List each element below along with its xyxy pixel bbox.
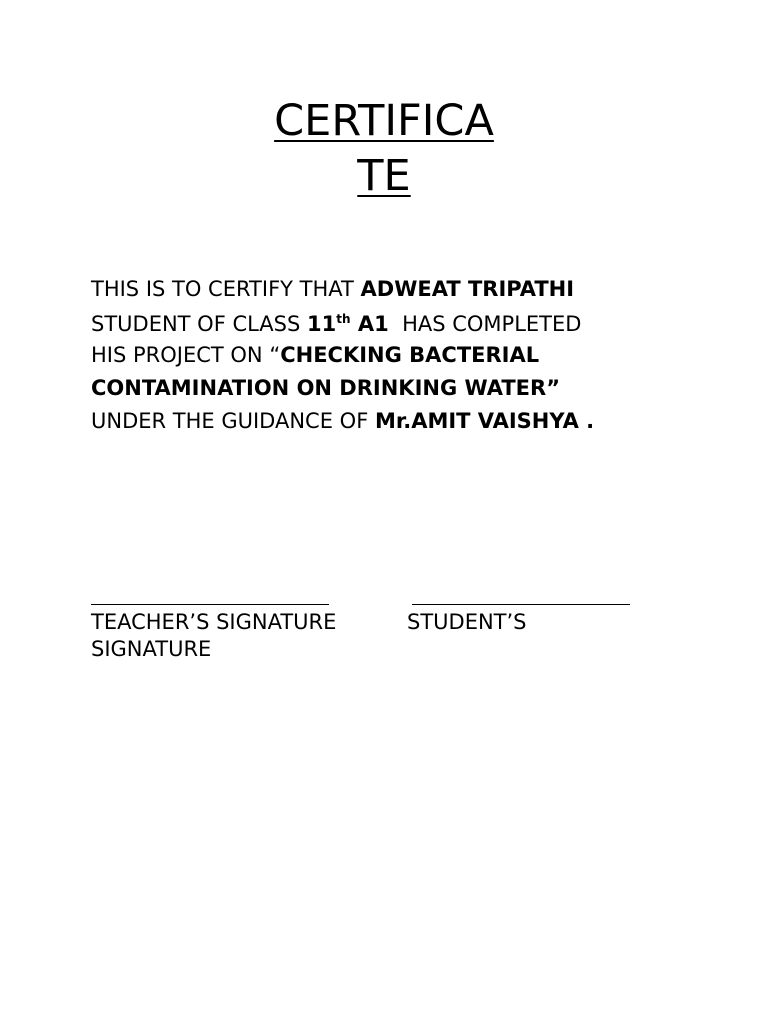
project-title-part1: CHECKING BACTERIAL (280, 343, 540, 367)
project-title-part2: CONTAMINATION ON DRINKING WATER” (91, 376, 560, 400)
student-signature-label: STUDENT’S (407, 610, 527, 634)
body-line-2 (91, 313, 581, 335)
class-prefix-text: STUDENT OF CLASS (91, 312, 308, 336)
teacher-signature-line (91, 604, 329, 605)
body-line-1 (91, 279, 574, 300)
body-line-3 (91, 345, 539, 366)
body-line-5 (91, 411, 594, 432)
certify-text: THIS IS TO CERTIFY THAT (91, 277, 361, 301)
student-signature-line (412, 604, 630, 605)
teacher-signature-label: TEACHER’S SIGNATURE (91, 610, 337, 634)
guide-name: Mr.AMIT VAISHYA . (374, 409, 595, 433)
completed-text: HAS COMPLETED (388, 312, 582, 336)
page-title-continued: TE (357, 151, 411, 201)
class-superscript: th (336, 312, 351, 326)
page-title: CERTIFICA (274, 96, 494, 146)
class-number: 11 (307, 312, 337, 336)
student-name: ADWEAT TRIPATHI (360, 277, 575, 301)
guidance-text: UNDER THE GUIDANCE OF (91, 409, 375, 433)
class-section: A1 (350, 312, 389, 336)
project-prefix-text: HIS PROJECT ON “ (91, 343, 281, 367)
student-signature-label-continued: SIGNATURE (91, 637, 212, 661)
